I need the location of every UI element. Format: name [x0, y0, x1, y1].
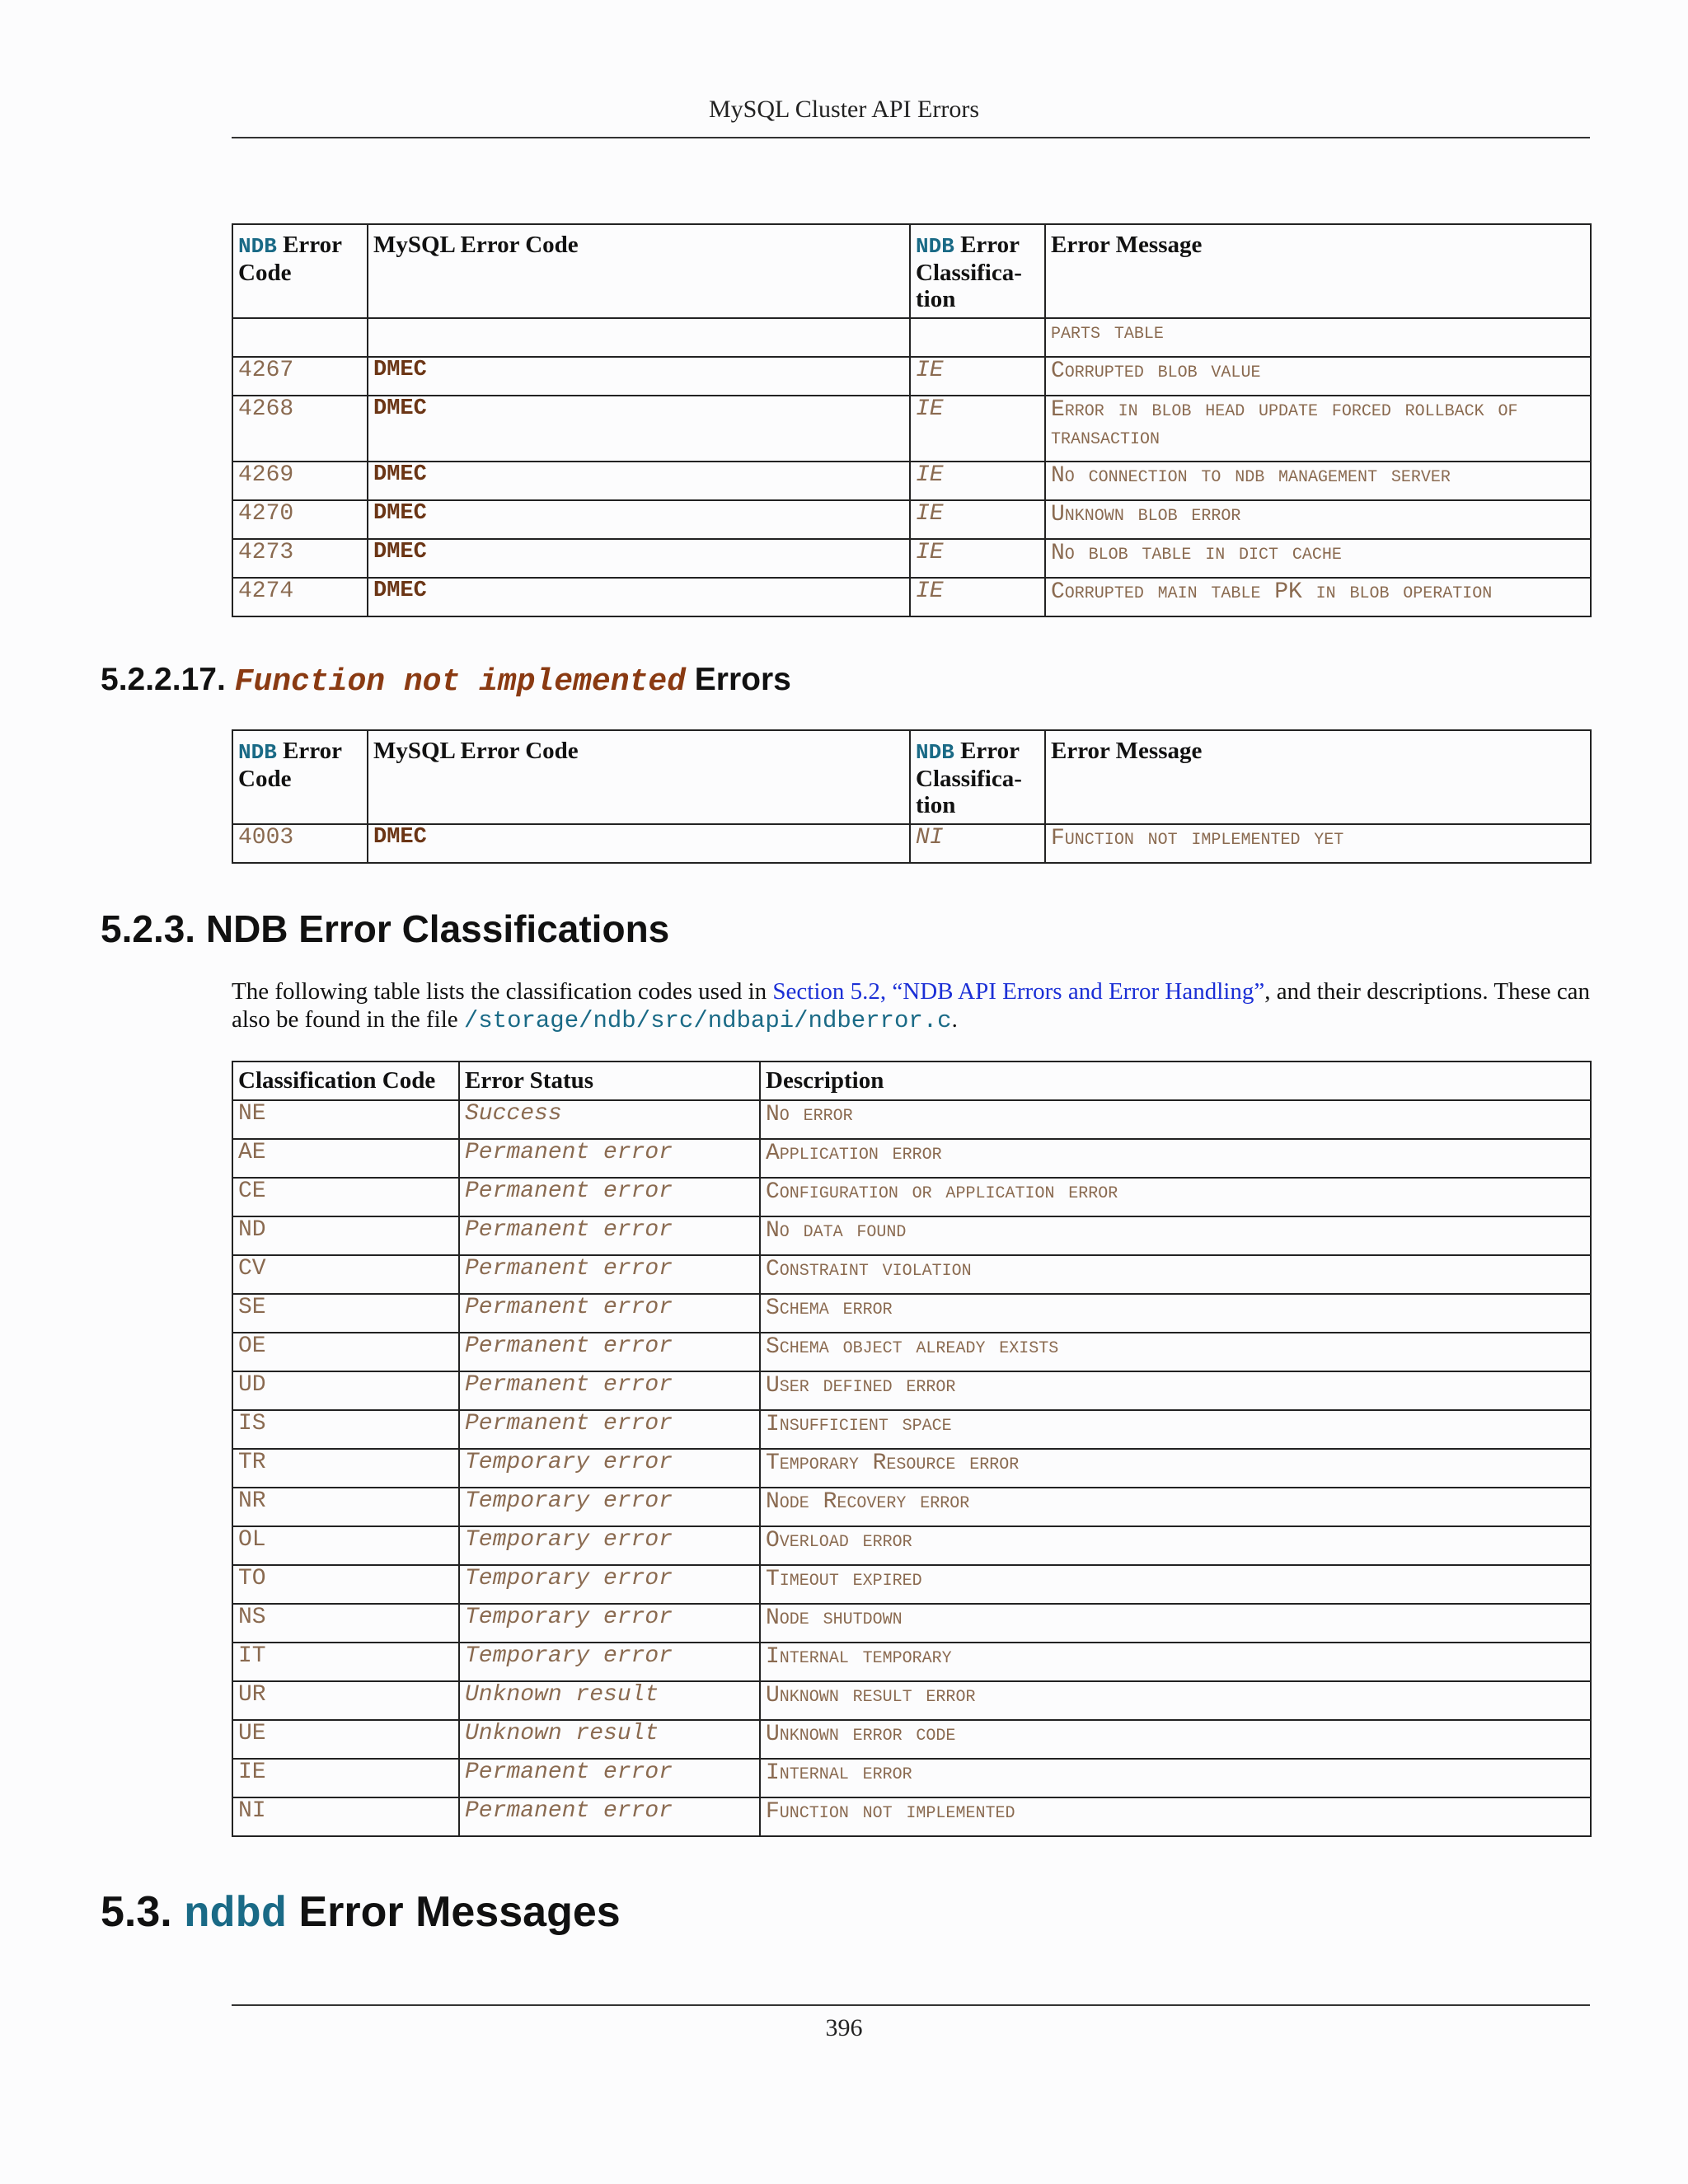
- table-row: [232, 1294, 1591, 1333]
- error-status: Success: [459, 1100, 760, 1139]
- description: Function not implemented: [760, 1797, 1591, 1836]
- description: User defined error: [760, 1371, 1591, 1410]
- mysql-error-code: DMEC: [368, 824, 910, 863]
- error-status: Unknown result: [459, 1681, 760, 1720]
- description: Internal temporary: [760, 1643, 1591, 1681]
- mysql-error-code: DMEC: [368, 462, 910, 500]
- error-status: Permanent error: [459, 1759, 760, 1797]
- table-row: [232, 1720, 1591, 1759]
- header-rule: [232, 137, 1590, 138]
- description: Node shutdown: [760, 1604, 1591, 1643]
- description: Unknown result error: [760, 1681, 1591, 1720]
- error-message: Corrupted blob value: [1045, 357, 1591, 396]
- classification-code: TR: [232, 1449, 459, 1488]
- classification-table: [232, 1061, 1592, 1837]
- section-heading-function-not-implemented: 5.2.2.17. Function not implemented Errors: [101, 662, 791, 700]
- classification-code: AE: [232, 1139, 459, 1178]
- table-row: [232, 1488, 1591, 1526]
- error-message: parts table: [1045, 318, 1591, 357]
- table-row: [232, 1255, 1591, 1294]
- error-status: Permanent error: [459, 1294, 760, 1333]
- col-mysql-error-code: MySQL Error Code: [368, 224, 910, 318]
- description: Application error: [760, 1139, 1591, 1178]
- error-status: Temporary error: [459, 1526, 760, 1565]
- ndb-error-code: 4273: [232, 539, 368, 578]
- error-message: Unknown blob error: [1045, 500, 1591, 539]
- classification-code: TO: [232, 1565, 459, 1604]
- table-row: [232, 462, 1591, 500]
- description: Temporary Resource error: [760, 1449, 1591, 1488]
- description: Schema object already exists: [760, 1333, 1591, 1371]
- description: Unknown error code: [760, 1720, 1591, 1759]
- table-row: [232, 500, 1591, 539]
- error-classification: IE: [910, 396, 1045, 462]
- error-status: Unknown result: [459, 1720, 760, 1759]
- error-status: Permanent error: [459, 1216, 760, 1255]
- classification-code: NS: [232, 1604, 459, 1643]
- col-error-status: Error Status: [459, 1062, 760, 1100]
- error-classification: IE: [910, 539, 1045, 578]
- table-row: [232, 396, 1591, 462]
- description: Schema error: [760, 1294, 1591, 1333]
- classification-code: OE: [232, 1333, 459, 1371]
- table-row: [232, 1526, 1591, 1565]
- mysql-error-code: DMEC: [368, 539, 910, 578]
- error-status: Temporary error: [459, 1643, 760, 1681]
- table-row: [232, 1216, 1591, 1255]
- function-not-implemented-error-table: [232, 729, 1592, 864]
- col-ndb-error-code: NDB Error Code: [232, 224, 368, 318]
- table-row: [232, 1604, 1591, 1643]
- error-classification: IE: [910, 462, 1045, 500]
- ndb-error-code: 4269: [232, 462, 368, 500]
- table-header-row: [232, 224, 1591, 318]
- classification-code: NR: [232, 1488, 459, 1526]
- table-row: [232, 578, 1591, 616]
- classification-code: UD: [232, 1371, 459, 1410]
- classification-code: UR: [232, 1681, 459, 1720]
- error-status: Permanent error: [459, 1371, 760, 1410]
- error-classification: IE: [910, 578, 1045, 616]
- description: No data found: [760, 1216, 1591, 1255]
- intro-paragraph: The following table lists the classification codes used in Section 5.2, “NDB API Errors and Error Handling”, and their descriptions. These can also be found in the file /storage/ndb/src/ndbapi/ndberror.c.: [232, 978, 1591, 1034]
- col-ndb-error-classification: NDB Error Classifica-tion: [910, 730, 1045, 824]
- error-message: Error in blob head update forced rollback of transaction: [1045, 396, 1591, 462]
- mysql-error-code: DMEC: [368, 357, 910, 396]
- error-status: Temporary error: [459, 1604, 760, 1643]
- table-row: [232, 357, 1591, 396]
- error-status: Permanent error: [459, 1797, 760, 1836]
- error-status: Permanent error: [459, 1255, 760, 1294]
- description: Constraint violation: [760, 1255, 1591, 1294]
- table-row: [232, 1178, 1591, 1216]
- ndb-error-code: 4268: [232, 396, 368, 462]
- col-error-message: Error Message: [1045, 224, 1591, 318]
- error-status: Permanent error: [459, 1178, 760, 1216]
- col-classification-code: Classification Code: [232, 1062, 459, 1100]
- classification-code: IT: [232, 1643, 459, 1681]
- table-row: [232, 1139, 1591, 1178]
- error-status: Permanent error: [459, 1139, 760, 1178]
- error-message: Function not implemented yet: [1045, 824, 1591, 863]
- classification-code: IS: [232, 1410, 459, 1449]
- error-status: Permanent error: [459, 1333, 760, 1371]
- mysql-error-code: DMEC: [368, 500, 910, 539]
- description: Overload error: [760, 1526, 1591, 1565]
- ndb-error-code: 4003: [232, 824, 368, 863]
- classification-code: NE: [232, 1100, 459, 1139]
- description: Insufficient space: [760, 1410, 1591, 1449]
- page-number: 396: [825, 2014, 863, 2041]
- table-row: [232, 1333, 1591, 1371]
- classification-code: UE: [232, 1720, 459, 1759]
- table-row: [232, 824, 1591, 863]
- error-status: Temporary error: [459, 1565, 760, 1604]
- table-row: [232, 1759, 1591, 1797]
- section-link[interactable]: Section 5.2, “NDB API Errors and Error Handling”: [772, 978, 1265, 1005]
- ndb-error-table-continued: [232, 223, 1592, 617]
- error-classification: IE: [910, 357, 1045, 396]
- description: Node Recovery error: [760, 1488, 1591, 1526]
- ndb-error-code: 4274: [232, 578, 368, 616]
- error-status: Permanent error: [459, 1410, 760, 1449]
- section-heading-ndb-error-classifications: 5.2.3. NDB Error Classifications: [101, 907, 670, 950]
- table-row: [232, 1797, 1591, 1836]
- error-status: Temporary error: [459, 1488, 760, 1526]
- error-status: Temporary error: [459, 1449, 760, 1488]
- description: Configuration or application error: [760, 1178, 1591, 1216]
- table-row: [232, 1565, 1591, 1604]
- classification-code: ND: [232, 1216, 459, 1255]
- classification-code: IE: [232, 1759, 459, 1797]
- error-classification: NI: [910, 824, 1045, 863]
- description: Internal error: [760, 1759, 1591, 1797]
- table-row: [232, 1410, 1591, 1449]
- mysql-error-code: DMEC: [368, 578, 910, 616]
- classification-code: OL: [232, 1526, 459, 1565]
- table-row: [232, 1643, 1591, 1681]
- error-message: No blob table in dict cache: [1045, 539, 1591, 578]
- table-row: [232, 1371, 1591, 1410]
- table-row: [232, 1681, 1591, 1720]
- footer-rule: [232, 2004, 1590, 2006]
- ndb-error-code: 4270: [232, 500, 368, 539]
- col-error-message: Error Message: [1045, 730, 1591, 824]
- table-row: [232, 539, 1591, 578]
- table-header-row: [232, 1062, 1591, 1100]
- classification-code: SE: [232, 1294, 459, 1333]
- description: No error: [760, 1100, 1591, 1139]
- ndb-error-code: 4267: [232, 357, 368, 396]
- table-header-row: [232, 730, 1591, 824]
- table-row: [232, 1449, 1591, 1488]
- col-mysql-error-code: MySQL Error Code: [368, 730, 910, 824]
- file-path: /storage/ndb/src/ndbapi/ndberror.c: [463, 1007, 952, 1034]
- error-message: No connection to ndb management server: [1045, 462, 1591, 500]
- col-ndb-error-classification: NDB Error Classifica-tion: [910, 224, 1045, 318]
- classification-code: CV: [232, 1255, 459, 1294]
- table-row: [232, 1100, 1591, 1139]
- table-row: [232, 318, 1591, 357]
- error-message: Corrupted main table PK in blob operation: [1045, 578, 1591, 616]
- mysql-error-code: DMEC: [368, 396, 910, 462]
- col-ndb-error-code: NDB Error Code: [232, 730, 368, 824]
- running-header: MySQL Cluster API Errors: [708, 96, 980, 123]
- description: Timeout expired: [760, 1565, 1591, 1604]
- error-classification: IE: [910, 500, 1045, 539]
- col-description: Description: [760, 1062, 1591, 1100]
- classification-code: CE: [232, 1178, 459, 1216]
- classification-code: NI: [232, 1797, 459, 1836]
- section-heading-ndbd-error-messages: 5.3. ndbd Error Messages: [101, 1888, 621, 1939]
